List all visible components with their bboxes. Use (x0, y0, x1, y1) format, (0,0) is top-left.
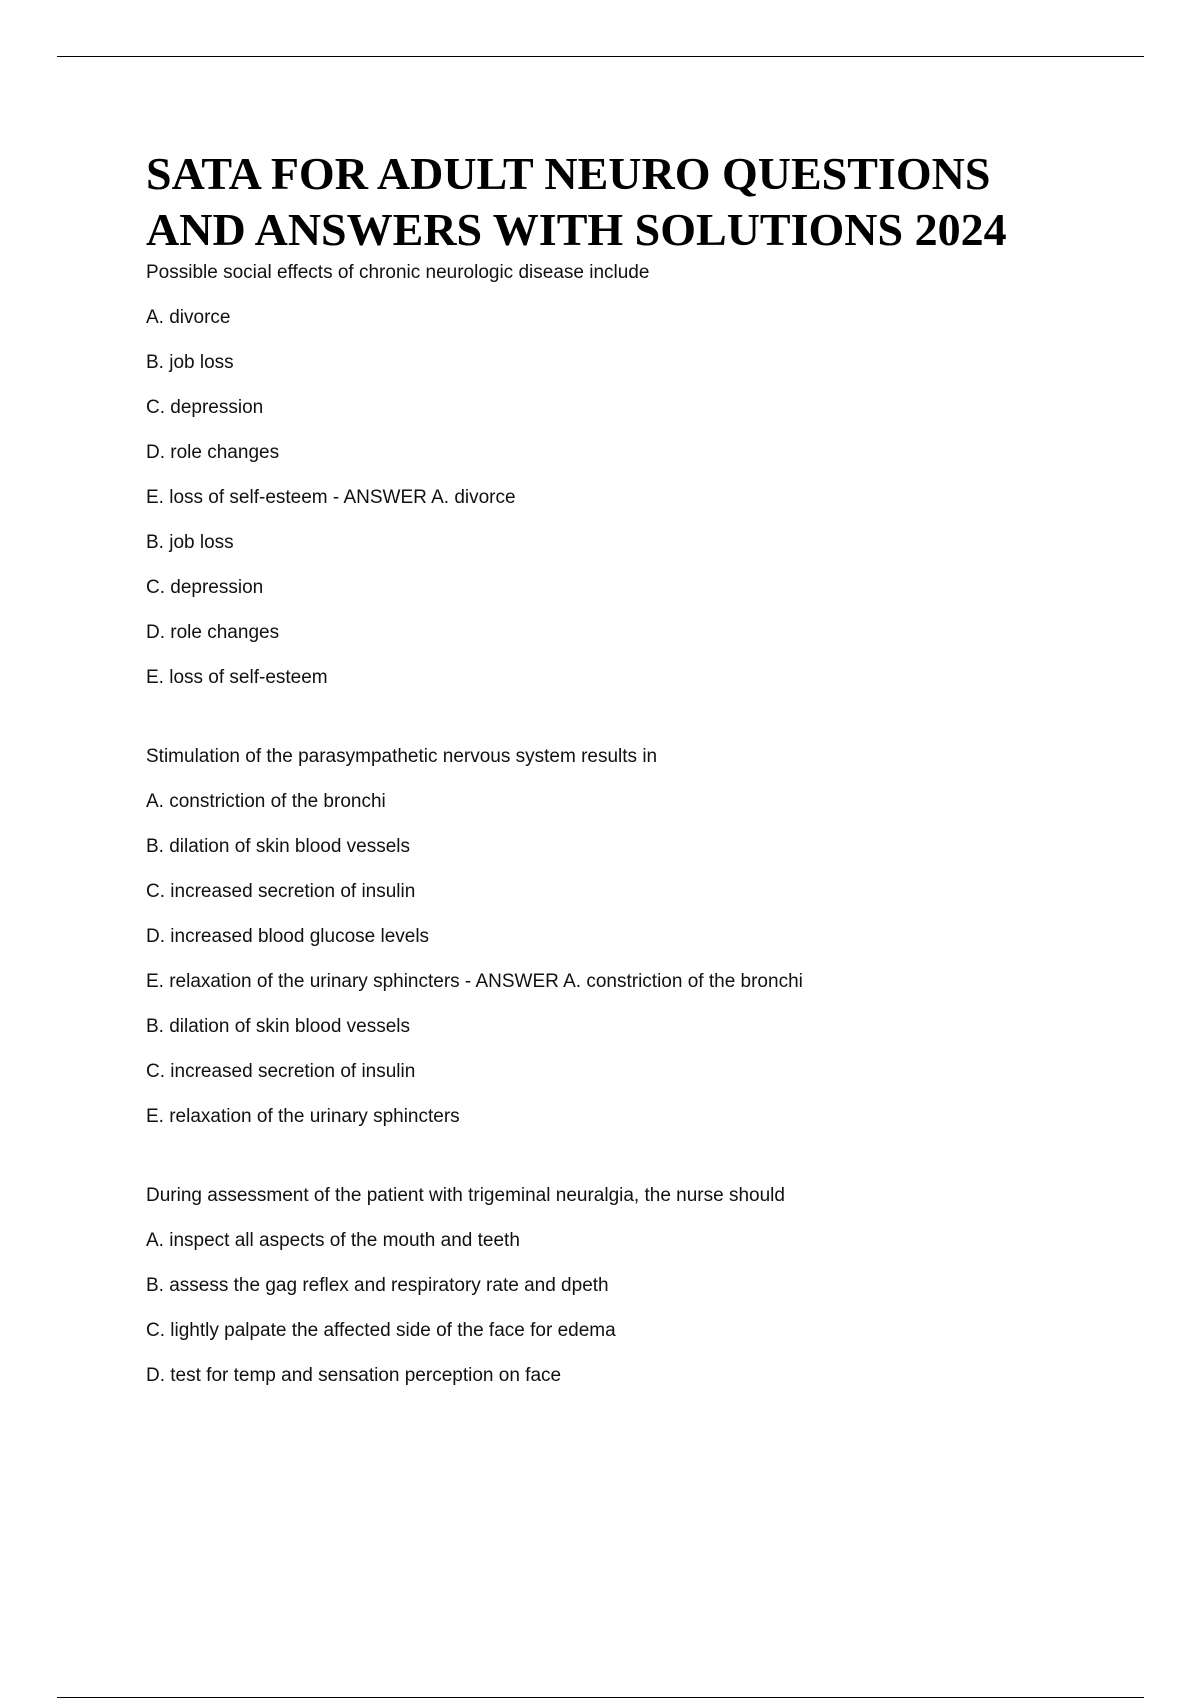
title-line: SATA FOR ADULT NEURO QUESTIONS (146, 148, 991, 199)
question-block-3 (146, 1185, 1146, 1387)
question-stem: Possible social effects of chronic neurologic disease include (146, 262, 650, 283)
answer-option: C. lightly palpate the affected side of the face for edema (146, 1320, 616, 1341)
answer-item: D. role changes (146, 622, 280, 643)
answer-option: A. divorce (146, 307, 231, 328)
answer-item: C. depression (146, 577, 264, 598)
question-block-2 (146, 746, 1146, 1128)
answer-option: A. inspect all aspects of the mouth and teeth (146, 1230, 520, 1251)
answer-item: C. increased secretion of insulin (146, 1061, 416, 1082)
answer-item: E. relaxation of the urinary sphincters (146, 1106, 460, 1127)
answer-option: D. test for temp and sensation perception on face (146, 1365, 562, 1386)
answer-option: B. dilation of skin blood vessels (146, 836, 411, 857)
header-rule (57, 56, 1144, 57)
title-line: AND ANSWERS WITH SOLUTIONS 2024 (146, 204, 1007, 255)
answer-option: C. depression (146, 397, 264, 418)
answer-item: B. job loss (146, 532, 234, 553)
answer-option: A. constriction of the bronchi (146, 791, 386, 812)
answer-option: D. role changes (146, 442, 280, 463)
answer-option: B. job loss (146, 352, 234, 373)
answer-option-with-answer: E. loss of self-esteem - ANSWER A. divorce (146, 487, 516, 508)
answer-option: C. increased secretion of insulin (146, 881, 416, 902)
document-body (146, 146, 1146, 1410)
question-block-1 (146, 262, 1146, 689)
answer-item: B. dilation of skin blood vessels (146, 1016, 411, 1037)
answer-option: D. increased blood glucose levels (146, 926, 430, 947)
answer-option-with-answer: E. relaxation of the urinary sphincters - ANSWER A. constriction of the bronchi (146, 971, 803, 992)
answer-option: B. assess the gag reflex and respiratory rate and dpeth (146, 1275, 609, 1296)
answer-item: E. loss of self-esteem (146, 667, 328, 688)
question-stem: Stimulation of the parasympathetic nervous system results in (146, 746, 658, 767)
document-title (146, 146, 1146, 258)
footer-rule (57, 1697, 1144, 1698)
question-stem: During assessment of the patient with trigeminal neuralgia, the nurse should (146, 1185, 785, 1206)
